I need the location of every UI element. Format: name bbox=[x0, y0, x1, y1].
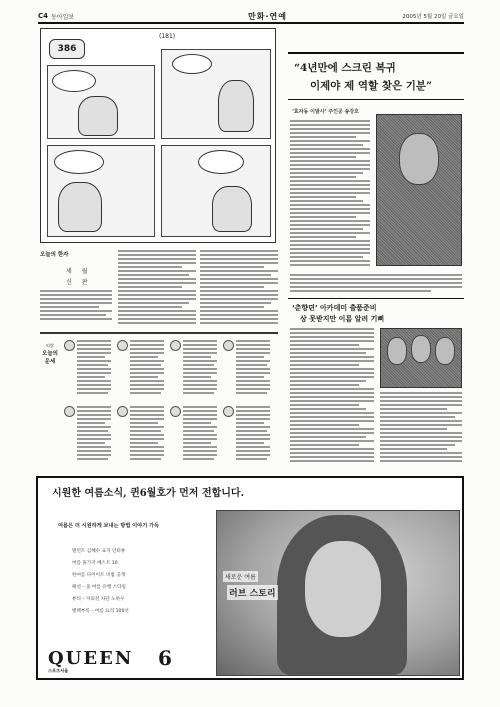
paper-name: 동아일보 bbox=[51, 13, 75, 21]
zodiac-icon bbox=[223, 406, 234, 417]
zodiac-icon bbox=[170, 406, 181, 417]
column-body bbox=[40, 290, 112, 324]
comic-panel bbox=[161, 49, 271, 139]
ad-intro: 여름은 더 시원하게 보내는 방법 이야기 가득 bbox=[58, 523, 160, 529]
zodiac-icon bbox=[117, 340, 128, 351]
zodiac-cell bbox=[170, 340, 218, 400]
speech-bubble bbox=[198, 150, 244, 174]
article-column bbox=[380, 392, 462, 464]
issue-date: 2005년 5월 20일 금요일 bbox=[402, 14, 464, 20]
article-column bbox=[290, 120, 370, 270]
feature-story bbox=[288, 28, 464, 468]
ad-headline: 시원한 여름소식, 퀸6월호가 먼저 전합니다. bbox=[52, 488, 245, 499]
publisher-name: 스포츠서울 bbox=[48, 668, 69, 673]
zodiac-cell bbox=[117, 406, 165, 466]
zodiac-cell bbox=[64, 340, 112, 400]
comic-panel bbox=[47, 65, 155, 139]
magazine-cover-photo bbox=[216, 510, 460, 676]
horoscope-label bbox=[40, 342, 60, 366]
comic-figure bbox=[58, 182, 102, 232]
photo-subject bbox=[387, 337, 407, 365]
header-rule bbox=[38, 22, 464, 24]
comic-panel bbox=[161, 145, 271, 237]
ad-item: 뷰티 – 자외선 차단 노하우 bbox=[72, 597, 125, 602]
zodiac-icon bbox=[64, 340, 75, 351]
comic-figure bbox=[212, 186, 252, 232]
zodiac-cell bbox=[170, 406, 218, 466]
magazine-logo: QUEEN bbox=[48, 648, 134, 669]
zodiac-cell bbox=[64, 406, 112, 466]
headline-line2: 이제야 제 역할 찾은 기분” bbox=[310, 80, 433, 92]
ad-item: 별책부록 – 여름 요리 100선 bbox=[72, 609, 129, 614]
ad-item: 패션 – 올 여름 유행 스타일 bbox=[72, 585, 126, 590]
article-column bbox=[200, 250, 278, 326]
zodiac-icon bbox=[170, 340, 181, 351]
photo-subject bbox=[411, 335, 431, 363]
cover-model-face bbox=[305, 541, 381, 637]
page-header bbox=[38, 10, 464, 22]
group-photo bbox=[380, 328, 462, 388]
comic-strip bbox=[40, 28, 276, 243]
comic-logo: 386 bbox=[49, 39, 85, 59]
page-number: C4 bbox=[38, 12, 49, 20]
magazine-advertisement bbox=[36, 476, 464, 680]
photo-subject bbox=[435, 337, 455, 365]
actor-photo bbox=[376, 114, 462, 266]
column-title: 오늘의 한자 bbox=[40, 252, 69, 258]
headline-box bbox=[288, 52, 464, 100]
horoscope-section bbox=[40, 332, 278, 468]
speech-bubble bbox=[52, 70, 96, 92]
second-headline-line2: 상 못받지만 이름 알려 기뻐 bbox=[300, 315, 385, 323]
section-title: 만화·연예 bbox=[248, 11, 287, 21]
zodiac-icon bbox=[64, 406, 75, 417]
horoscope-subtitle: 띠별 bbox=[46, 343, 54, 348]
zodiac-icon bbox=[117, 406, 128, 417]
cover-text: 러브 스토리 bbox=[227, 585, 278, 600]
cover-text: 새로운 여름 bbox=[223, 571, 258, 582]
zodiac-cell bbox=[223, 406, 271, 466]
article-column bbox=[118, 250, 196, 326]
zodiac-cell bbox=[117, 340, 165, 400]
article-column bbox=[290, 328, 374, 464]
comic-figure bbox=[218, 80, 254, 132]
ad-item: 탤런트 김혜수 표지 인터뷰 bbox=[72, 549, 126, 554]
ad-item: 한여름 다이어트 비법 공개 bbox=[72, 573, 126, 578]
headline-line1: “4년만에 스크린 복귀 bbox=[294, 62, 396, 74]
column-word: 신 판 bbox=[66, 279, 92, 286]
speech-bubble bbox=[172, 54, 212, 74]
article-column bbox=[290, 274, 462, 294]
comic-figure bbox=[78, 96, 118, 136]
horoscope-title: 오늘의 운세 bbox=[42, 351, 58, 365]
column-word: 세 월 bbox=[66, 268, 92, 275]
speech-bubble bbox=[54, 150, 104, 174]
zodiac-cell bbox=[223, 340, 271, 400]
zodiac-icon bbox=[223, 340, 234, 351]
comic-panel bbox=[47, 145, 155, 237]
second-headline-line1: ‘춘향뎐’ 아카데미 출품준비 bbox=[292, 304, 377, 312]
ad-item: 여름 휴가지 베스트 10 bbox=[72, 561, 118, 566]
issue-number: 6 bbox=[158, 646, 172, 670]
sub-headline: ‘효자동 이발사’ 주인공 송강호 bbox=[292, 109, 359, 115]
hanja-column bbox=[40, 250, 112, 326]
photo-subject bbox=[399, 133, 439, 185]
comic-episode: (181) bbox=[159, 33, 176, 40]
second-headline bbox=[288, 298, 464, 324]
